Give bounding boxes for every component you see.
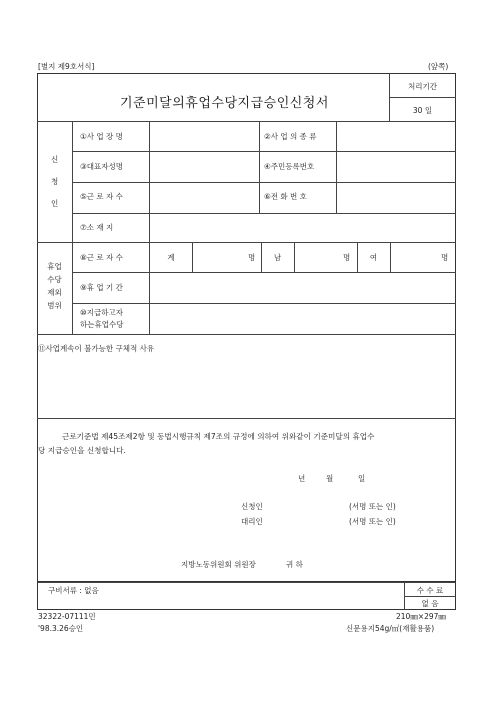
applicant-signature[interactable]: (서명 또는 인) (349, 502, 396, 511)
female-count-field[interactable] (391, 243, 439, 271)
form-code: 32322-07111민 (38, 612, 96, 621)
count-female-label: 여 (369, 253, 378, 262)
agent-signature[interactable]: (서명 또는 인) (349, 517, 396, 526)
count-unit-2: 명 (343, 253, 351, 262)
scope-workers-label: ⑧근 로 자 수 (80, 253, 123, 262)
count-total-label: 계 (167, 253, 175, 262)
allowance-label-line2: 하는휴업수당 (80, 320, 124, 329)
count-unit-3: 명 (441, 253, 449, 262)
worker-count-field[interactable] (150, 183, 258, 212)
reason-field[interactable] (38, 356, 455, 417)
agent-sign-label: 대리인 (241, 517, 263, 526)
worker-count-label: ⑤근 로 자 수 (80, 192, 123, 201)
scope-label-2: 수당 (47, 275, 62, 284)
divider (404, 596, 456, 597)
resident-number-field[interactable] (337, 152, 455, 181)
business-name-label: ①사 업 장 명 (80, 132, 123, 141)
reason-label: ⑪사업계속이 불가능한 구체적 사유 (38, 344, 155, 353)
form-number: [별지 제9호서식] (38, 62, 95, 71)
paper-spec: 신문용지54g/㎡(재활용품) (346, 624, 435, 633)
allowance-field[interactable] (150, 304, 455, 333)
applicant-sign-label: 신청인 (241, 502, 263, 511)
paper-size: 210㎜×297㎜ (396, 612, 446, 621)
business-type-field[interactable] (337, 122, 455, 150)
date-year: 년 (298, 474, 306, 483)
count-unit-1: 명 (248, 253, 256, 262)
fee-value: 없 음 (421, 599, 439, 608)
declaration-line-2: 당 지급승인을 신청합니다. (38, 446, 126, 455)
footer-box (37, 582, 456, 610)
address-label: ⑦소 재 지 (80, 223, 114, 232)
side-label: (앞쪽) (428, 62, 449, 71)
scope-label-3: 제외 (47, 288, 62, 297)
processing-period-value: 30 일 (412, 106, 433, 115)
recipient-suffix: 귀 하 (286, 560, 303, 569)
form-title: 기준미달의휴업수당지급승인신청서 (120, 96, 329, 111)
divider (37, 418, 456, 419)
scope-label-1: 휴업 (47, 262, 62, 271)
count-male-label: 남 (273, 253, 282, 262)
business-type-label: ②사 업 의 종 류 (264, 132, 317, 141)
closure-period-field[interactable] (150, 273, 455, 302)
phone-label: ⑥전 화 번 호 (264, 192, 307, 201)
divider (259, 121, 260, 213)
representative-field[interactable] (150, 152, 258, 181)
business-name-field[interactable] (150, 122, 258, 150)
male-count-field[interactable] (295, 243, 341, 271)
divider (37, 334, 456, 335)
allowance-label-line1: ⑩지급하고자 (80, 308, 123, 317)
recipient: 지방노동위원회 위원장 (181, 560, 256, 569)
fee-label: 수 수 료 (416, 586, 444, 595)
total-count-field[interactable] (193, 243, 245, 271)
scope-label-4: 범위 (47, 301, 62, 310)
date-month: 월 (326, 474, 334, 483)
declaration-line-1: 근로기준법 제45조제2항 및 동법시행규칙 제7조의 규정에 의하여 위와같이 기준미달의 휴업수 (62, 432, 375, 441)
resident-number-label: ④주민등록번호 (264, 162, 315, 171)
representative-label: ③대표자성명 (80, 162, 123, 171)
address-field[interactable] (150, 214, 455, 241)
divider (389, 97, 456, 98)
required-documents: 구비서류 : 없음 (48, 586, 99, 595)
applicant-label-3: 인 (51, 199, 59, 208)
processing-period-label: 처리기간 (408, 82, 437, 91)
applicant-label-1: 신 (51, 155, 59, 164)
applicant-label-2: 청 (51, 177, 59, 186)
date-day: 일 (358, 474, 366, 483)
closure-period-label: ⑨휴 업 기 간 (80, 283, 123, 292)
phone-field[interactable] (337, 183, 455, 212)
approval-date: '98.3.26승인 (38, 624, 84, 633)
